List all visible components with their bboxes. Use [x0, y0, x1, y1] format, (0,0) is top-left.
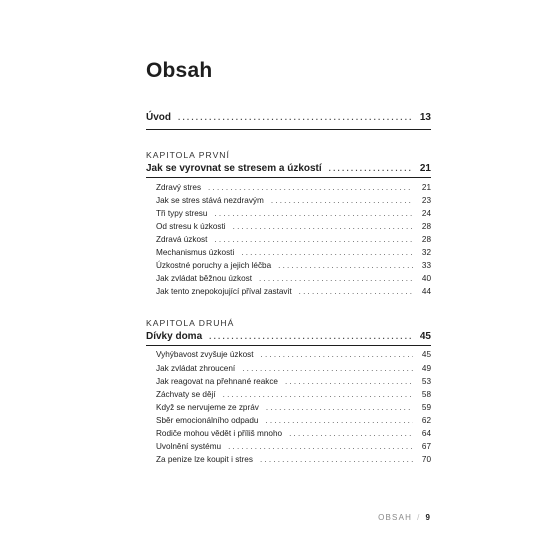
dot-leader: [261, 350, 413, 359]
toc-entry-page: 49: [421, 364, 431, 373]
toc-entry-label: Úvod: [146, 112, 171, 123]
toc-entry-label: Když se nervujeme ze zpráv: [156, 403, 259, 412]
dot-leader: [228, 442, 413, 451]
toc-entry[interactable]: [156, 248, 431, 257]
toc-entry-label: Jak zvládat běžnou úzkost: [156, 274, 253, 283]
dot-leader: [259, 274, 413, 283]
toc-entry[interactable]: [156, 287, 431, 296]
toc-entry[interactable]: [156, 235, 431, 244]
toc-entry-label: Jak reagovat na přehnané reakce: [156, 377, 278, 386]
page-footer: [378, 513, 430, 522]
dot-leader: [260, 455, 413, 464]
divider: [146, 129, 431, 130]
toc-entry-page: 23: [421, 196, 431, 205]
toc-entry-page: 33: [421, 261, 431, 270]
toc-entry-label: Jak tento znepokojující příval zastavit: [156, 287, 292, 296]
dot-leader: [329, 164, 413, 173]
toc-entry[interactable]: [156, 429, 431, 438]
toc-entry-label: Dívky doma: [146, 331, 203, 342]
toc-entry[interactable]: [156, 455, 431, 464]
footer-separator: /: [417, 513, 421, 522]
divider: [146, 177, 431, 178]
dot-leader: [265, 416, 413, 425]
toc-entry[interactable]: [156, 274, 431, 283]
toc-entry-label: Jak se vyrovnat se stresem a úzkostí: [146, 163, 322, 174]
toc-entry-page: 67: [421, 442, 431, 451]
dot-leader: [289, 429, 413, 438]
toc-entry-label: Úzkostné poruchy a jejich léčba: [156, 261, 272, 270]
toc-entry[interactable]: [156, 222, 431, 231]
toc-entry-label: Od stresu k úzkosti: [156, 222, 226, 231]
toc-entry-page: 59: [421, 403, 431, 412]
toc-entry-page: 62: [421, 416, 431, 425]
dot-leader: [209, 332, 413, 341]
toc-entry-page: 32: [421, 248, 431, 257]
toc-entry-label: Rodiče mohou vědět i příliš mnoho: [156, 429, 283, 438]
toc-entry[interactable]: [156, 261, 431, 270]
dot-leader: [299, 287, 413, 296]
toc-entry-page: 21: [421, 183, 431, 192]
toc-entry[interactable]: [156, 416, 431, 425]
toc-entry-page: 45: [421, 350, 431, 359]
toc-entry-intro[interactable]: [146, 112, 431, 123]
toc-entry-label: Tři typy stresu: [156, 209, 208, 218]
dot-leader: [271, 196, 413, 205]
dot-leader: [178, 113, 413, 122]
running-head: OBSAH: [378, 513, 413, 522]
toc-entry-page: 53: [421, 377, 431, 386]
dot-leader: [266, 403, 413, 412]
toc-entry-label: Zdravý stres: [156, 183, 202, 192]
toc-entry[interactable]: [156, 403, 431, 412]
toc-entry-label: Zdravá úzkost: [156, 235, 208, 244]
toc-entry-label: Jak zvládat zhroucení: [156, 364, 236, 373]
dot-leader: [241, 248, 413, 257]
toc-entry-label: Za penize lze koupit i stres: [156, 455, 253, 464]
divider: [146, 345, 431, 346]
toc-entry[interactable]: [156, 390, 431, 399]
dot-leader: [278, 261, 413, 270]
toc-chapter-title[interactable]: [146, 331, 431, 342]
toc-entry[interactable]: [156, 196, 431, 205]
toc-entry[interactable]: [156, 377, 431, 386]
toc-entry-label: Jak se stres stává nezdravým: [156, 196, 264, 205]
dot-leader: [214, 209, 413, 218]
dot-leader: [242, 364, 413, 373]
toc-entry-label: Záchvaty se dějí: [156, 390, 216, 399]
toc-entry-label: Uvolnění systému: [156, 442, 222, 451]
toc-entry[interactable]: [156, 350, 431, 359]
page-title: Obsah: [146, 59, 213, 82]
toc-entry-page: 58: [421, 390, 431, 399]
toc-entry[interactable]: [156, 442, 431, 451]
dot-leader: [223, 390, 413, 399]
toc-chapter-title[interactable]: [146, 163, 431, 174]
dot-leader: [233, 222, 413, 231]
toc-entry-page: 28: [421, 235, 431, 244]
toc-entry-page: 13: [419, 112, 431, 123]
dot-leader: [285, 377, 413, 386]
toc-entry-label: Sběr emocionálního odpadu: [156, 416, 259, 425]
chapter-heading: KAPITOLA DRUHÁ: [146, 318, 235, 328]
toc-entry-page: 21: [419, 163, 431, 174]
dot-leader: [214, 235, 413, 244]
dot-leader: [208, 183, 413, 192]
toc-entry-label: Vyhýbavost zvyšuje úzkost: [156, 350, 254, 359]
toc-entry-page: 40: [421, 274, 431, 283]
toc-entry-page: 44: [421, 287, 431, 296]
toc-entry[interactable]: [156, 183, 431, 192]
toc-entry-page: 70: [421, 455, 431, 464]
toc-entry[interactable]: [156, 364, 431, 373]
chapter-heading: KAPITOLA PRVNÍ: [146, 150, 230, 160]
page-number: 9: [425, 513, 430, 522]
toc-entry-label: Mechanismus úzkosti: [156, 248, 235, 257]
toc-entry[interactable]: [156, 209, 431, 218]
toc-entry-page: 28: [421, 222, 431, 231]
toc-entry-page: 45: [419, 331, 431, 342]
toc-entry-page: 24: [421, 209, 431, 218]
toc-entry-page: 64: [421, 429, 431, 438]
